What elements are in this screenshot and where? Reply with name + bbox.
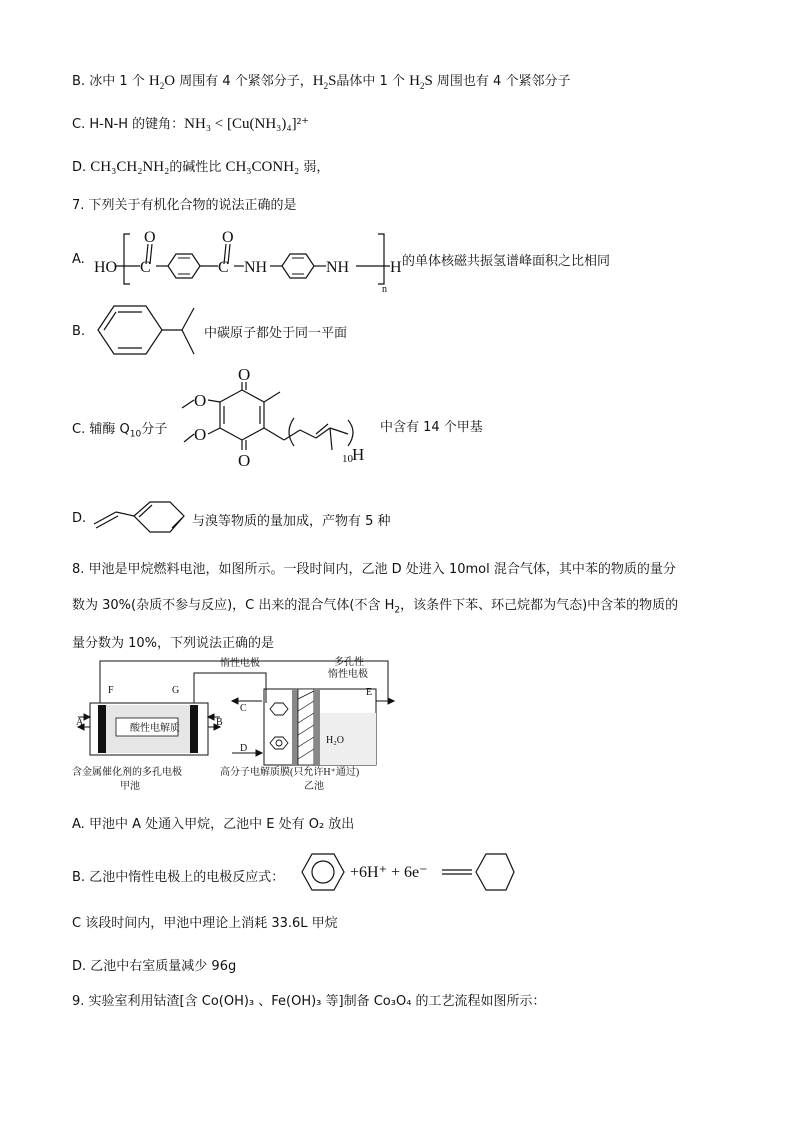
benzene-icon <box>270 737 288 749</box>
svg-text:NH: NH <box>326 259 350 276</box>
svg-text:含金属催化剂的多孔电极: 含金属催化剂的多孔电极 <box>72 767 182 778</box>
option-7b-text: 中碳原子都处于同一平面 <box>204 326 348 341</box>
option-7c-text: 中含有 14 个甲基 <box>380 420 483 435</box>
inert-electrode <box>292 689 298 765</box>
question-8-line3: 量分数为 10%，下列说法正确的是 <box>72 636 275 651</box>
question-9-stem: 9. 实验室利用钴渣[含 Co(OH)₃ 、Fe(OH)₃ 等]制备 Co₃O₄ 的工艺流程如图所示： <box>72 994 546 1009</box>
option-8b: B. 乙池中惰性电极上的电极反应式： <box>72 870 285 885</box>
svg-text:C: C <box>240 703 247 714</box>
svg-text:H₂O: H₂O <box>326 735 344 746</box>
svg-text:HO: HO <box>94 259 118 276</box>
svg-text:多孔性: 多孔性 <box>334 657 364 668</box>
question-8-line1: 8. 甲池是甲烷燃料电池，如图所示。一段时间内，乙池 D 处进入 10mol 混合气体，其中苯的物质的量分 <box>72 562 676 577</box>
svg-text:乙池: 乙池 <box>304 781 324 792</box>
option-6d: D. CH₃CH₂NH₂的碱性比 CH₃CONH₂ 弱， <box>72 159 330 175</box>
option-6c: C. H-N-H 的键角：NH₃ < [Cu(NH₃)₄]²⁺ <box>72 116 310 132</box>
option-7a-text: 的单体核磁共振氢谱峰面积之比相同 <box>402 254 611 269</box>
coenzyme-q10-structure <box>172 362 382 482</box>
question-8-line2: 数为 30%(杂质不参与反应)，C 出来的混合气体(不含 $H_2$，该条件下苯、环己烷都为气态)中含苯的物质的 <box>72 598 679 616</box>
svg-text:C: C <box>140 259 151 276</box>
electrolysis-figure <box>70 655 410 795</box>
svg-text:O: O <box>222 229 234 246</box>
svg-text:10: 10 <box>342 453 353 465</box>
svg-text:甲池: 甲池 <box>120 781 140 792</box>
svg-text:O: O <box>238 365 251 384</box>
question-7-stem: 7. 下列关于有机化合物的说法正确的是 <box>72 198 297 213</box>
svg-text:高分子电解质膜(只允许H⁺通过): 高分子电解质膜(只允许H⁺通过) <box>220 767 360 778</box>
svg-text:A: A <box>76 717 84 728</box>
option-7d-label: D. <box>72 511 87 526</box>
svg-text:O: O <box>144 229 156 246</box>
option-7b-label: B. <box>72 324 86 339</box>
svg-text:NH: NH <box>244 259 268 276</box>
electrode-G <box>190 705 198 753</box>
svg-text:G: G <box>172 685 180 696</box>
electrode-F <box>98 705 106 753</box>
option-6b: B. 冰中 1 个 $H_2O$ 周围有 4 个紧邻分子，$H_2S$晶体中 1 个 $H_2S$ 周围也有 4 个紧邻分子 <box>72 73 571 91</box>
svg-text:O: O <box>238 451 251 470</box>
svg-text:惰性电极: 惰性电极 <box>220 658 260 669</box>
inner-wire <box>194 673 266 703</box>
porous-electrode <box>314 689 320 765</box>
svg-text:O: O <box>194 425 207 444</box>
svg-text:E: E <box>366 687 373 698</box>
option-8d: D. 乙池中右室质量减少 96g <box>72 959 237 974</box>
option-8c: C 该段时间内，甲池中理论上消耗 33.6L 甲烷 <box>72 916 338 931</box>
svg-text:O: O <box>194 391 207 410</box>
cyclohexane-icon <box>270 703 288 715</box>
polymer-structure <box>92 222 407 292</box>
svg-text:C: C <box>218 259 229 276</box>
option-8a: A. 甲池中 A 处通入甲烷，乙池中 E 处有 O₂ 放出 <box>72 817 355 832</box>
svg-text:H: H <box>352 445 365 464</box>
option-7d-text: 与溴等物质的量加成，产物有 5 种 <box>192 514 391 529</box>
svg-text:B: B <box>216 717 223 728</box>
svg-text:H: H <box>390 259 402 276</box>
electrode-reaction-equation <box>296 846 516 898</box>
isopropylbenzene-structure <box>90 298 205 362</box>
option-7a-label: A. <box>72 252 85 267</box>
svg-text:n: n <box>382 284 387 292</box>
svg-text:惰性电极: 惰性电极 <box>328 669 368 680</box>
vinylcyclohexadiene-structure <box>92 490 192 540</box>
svg-text:D: D <box>240 743 248 754</box>
svg-text:酸性电解质: 酸性电解质 <box>130 723 180 734</box>
option-7c-label-group: C. 辅酶 $Q_{10}$分子 <box>72 422 168 440</box>
svg-text:F: F <box>108 685 114 696</box>
svg-text:+6H⁺ + 6e⁻: +6H⁺ + 6e⁻ <box>350 864 428 881</box>
